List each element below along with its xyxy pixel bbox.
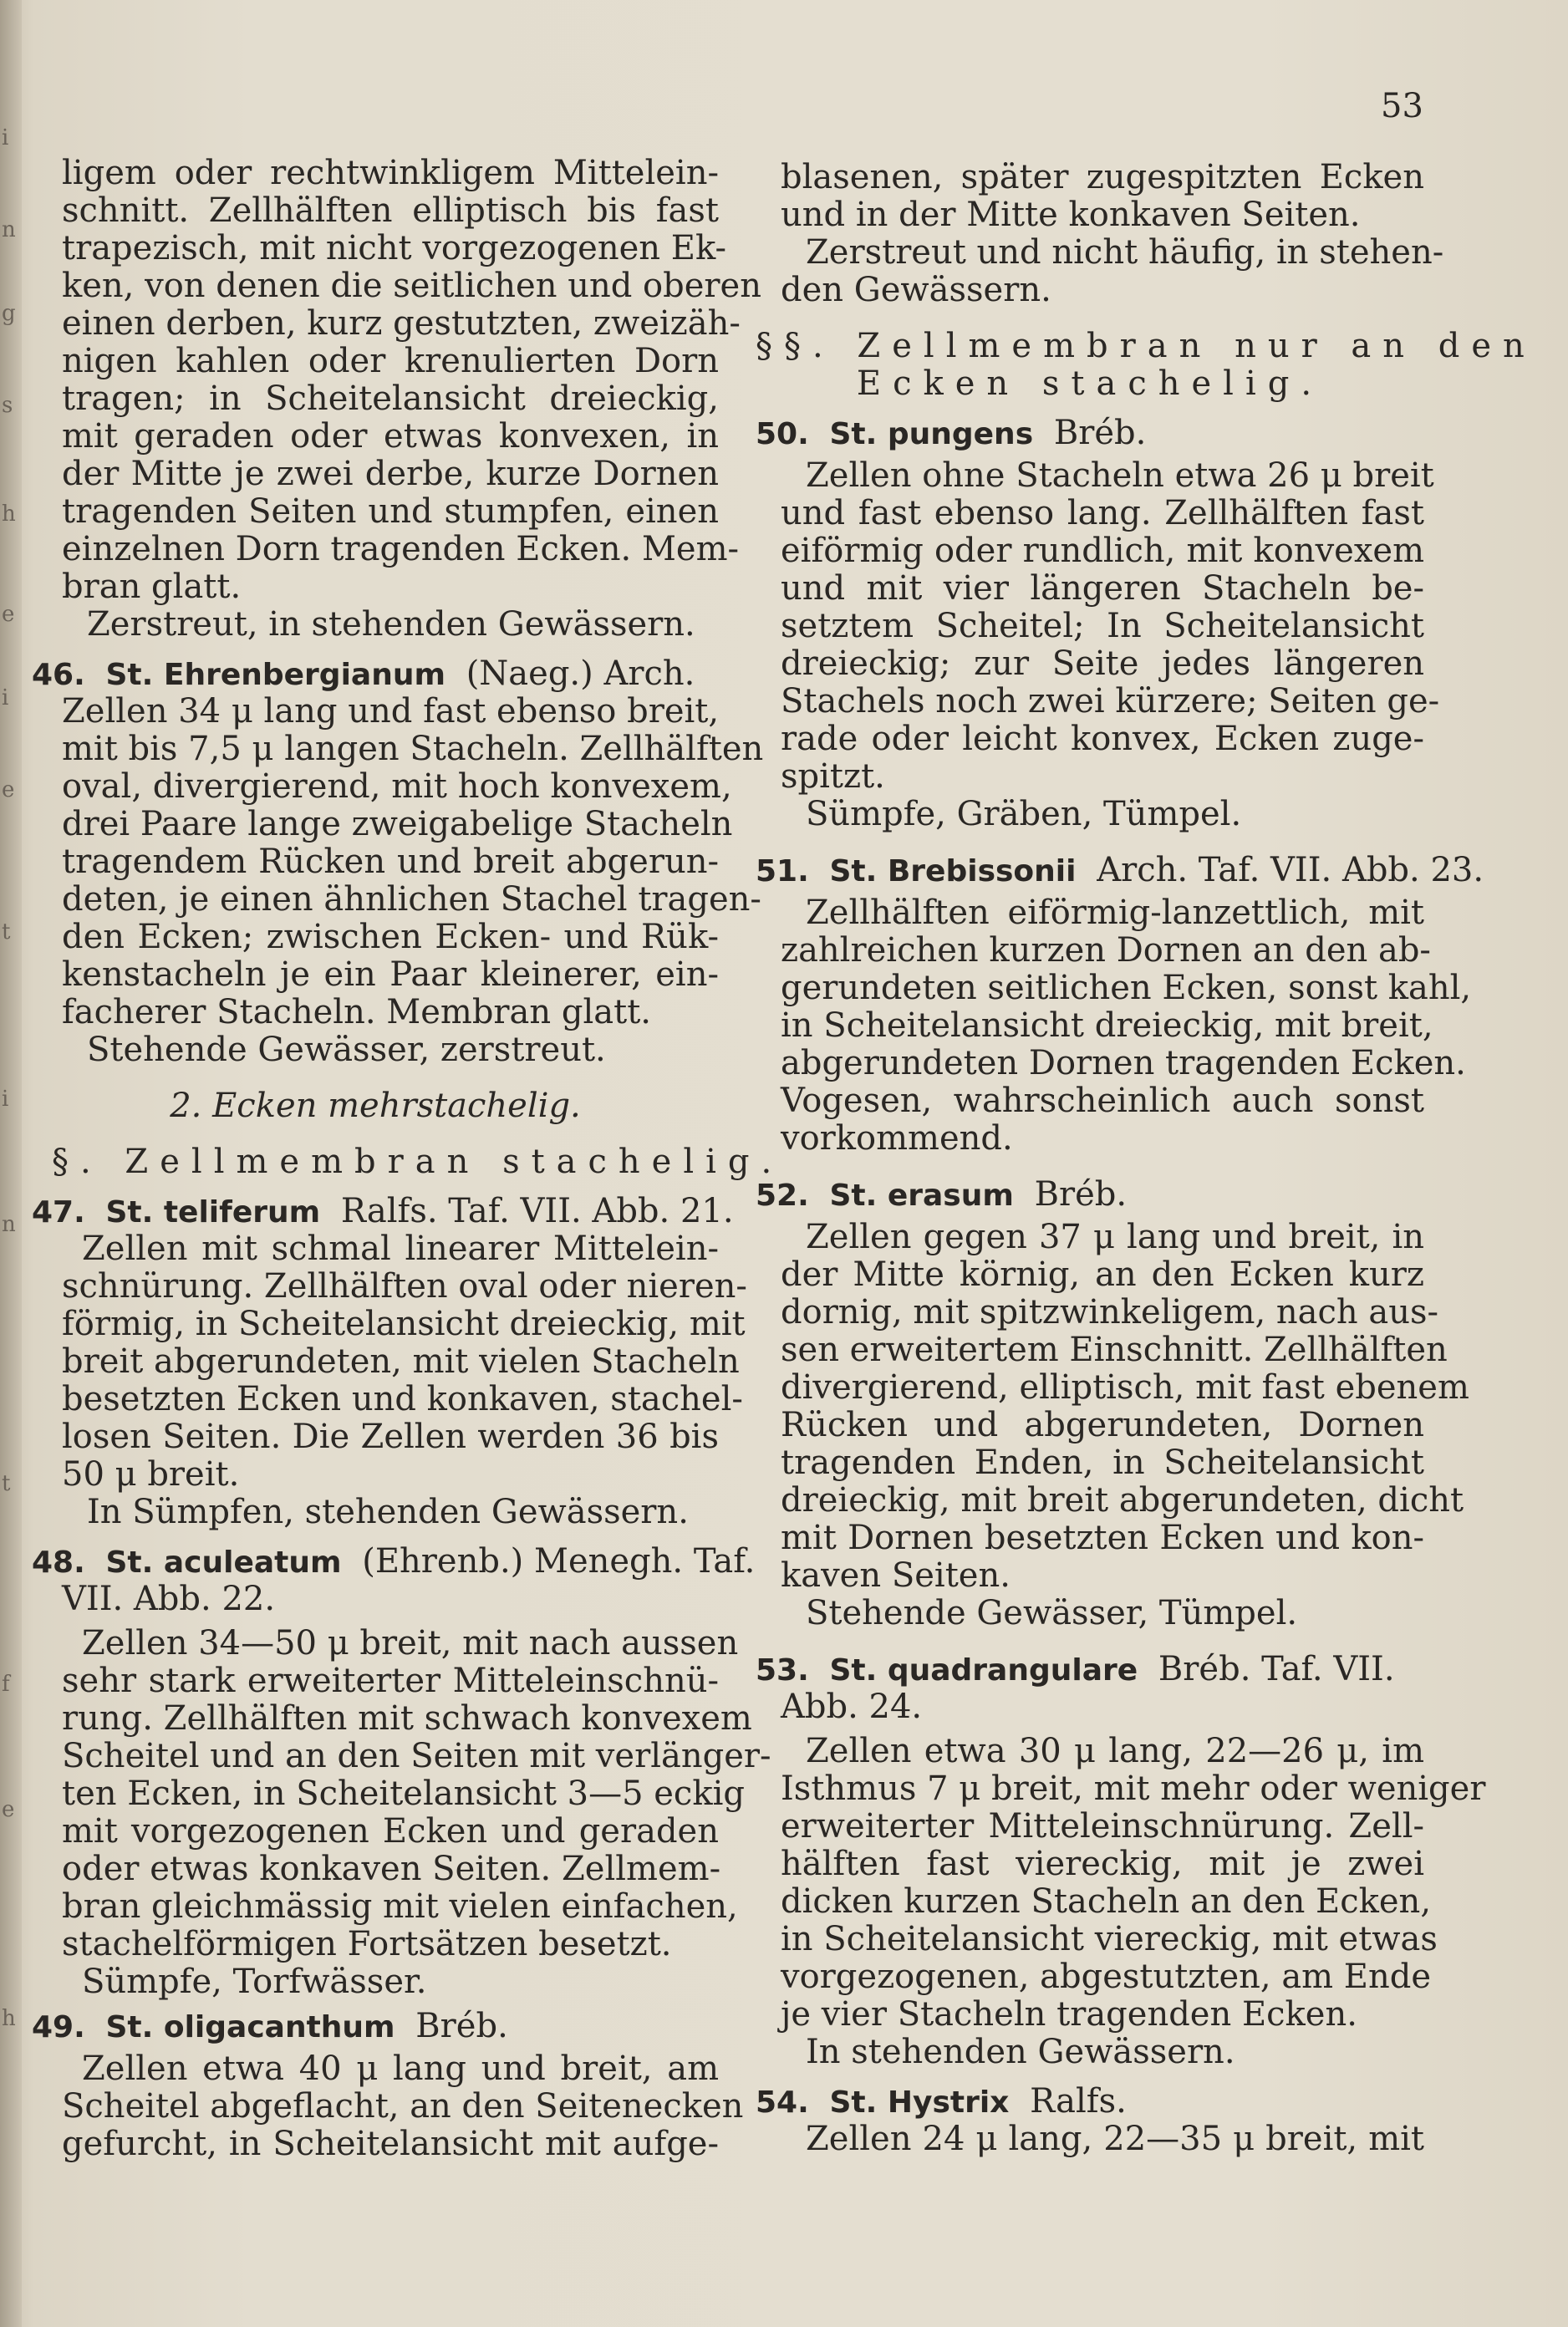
species-name: St. aculeatum [105, 1545, 342, 1580]
section-subheading: Ecken stachelig. [856, 364, 1324, 403]
text-line: Zellen etwa 30 μ lang, 22—26 μ, im [806, 1732, 1424, 1770]
text-line: mit vorgezogenen Ecken und geraden [62, 1812, 719, 1851]
text-line: rade oder leicht konvex, Ecken zuge- [781, 720, 1424, 758]
species-name: St. oligacanthum [105, 2010, 395, 2044]
text-line: besetzten Ecken und konkaven, stachel- [62, 1380, 743, 1418]
text-line: Zellen etwa 40 μ lang und breit, am [82, 2049, 719, 2088]
text-line: gerundeten seitlichen Ecken, sonst kahl, [781, 969, 1472, 1007]
text-line: ten Ecken, in Scheitelansicht 3—5 eckig [62, 1775, 745, 1813]
habitat-line: Stehende Gewässer, Tümpel. [806, 1594, 1298, 1632]
text-line: je vier Stacheln tragenden Ecken. [781, 1995, 1357, 2034]
text-line: schnitt. Zellhälften elliptisch bis fast [62, 191, 719, 230]
species-entry-50 [756, 415, 1424, 452]
entry-number: 49. [32, 2010, 85, 2044]
species-author: (Naeg.) Arch. [466, 654, 695, 693]
text-line: schnürung. Zellhälften oval oder nieren- [62, 1267, 747, 1306]
species-entry-54 [756, 2083, 1424, 2121]
text-line: eiförmig oder rundlich, mit konvexem [781, 532, 1424, 570]
text-line: sehr stark erweiterter Mitteleinschnü- [62, 1662, 719, 1700]
text-line: drei Paare lange zweigabelige Stacheln [62, 805, 733, 843]
text-line: dreieckig, mit breit abgerundeten, dicht [781, 1481, 1464, 1520]
text-line: kaven Seiten. [781, 1556, 1011, 1595]
text-line: deten, je einen ähnlichen Stachel tragen- [62, 880, 761, 919]
text-line: dreieckig; zur Seite jedes längeren [781, 644, 1424, 683]
entry-number: 53. [756, 1653, 809, 1688]
species-author: Bréb. Taf. VII. [1158, 1650, 1395, 1688]
text-line: losen Seiten. Die Zellen werden 36 bis [62, 1418, 719, 1456]
text-line: oval, divergierend, mit hoch konvexem, [62, 767, 732, 806]
text-line: dornig, mit spitzwinkeligem, nach aus- [781, 1293, 1439, 1332]
text-line: kenstacheln je ein Paar kleinerer, ein- [62, 955, 719, 994]
species-author: Bréb. [415, 2007, 508, 2045]
text-line: tragendem Rücken und breit abgerun- [62, 843, 719, 881]
text-line: 50 μ breit. [62, 1455, 240, 1494]
species-entry-52 [756, 1176, 1424, 1214]
text-line: einen derben, kurz gestutzten, zweizäh- [62, 304, 741, 343]
previous-page-edge: i n g s h e i e t i n t f e h [0, 0, 22, 2327]
text-line: in Scheitelansicht viereckig, mit etwas [781, 1920, 1438, 1958]
habitat-line: In stehenden Gewässern. [806, 2033, 1235, 2071]
text-line: stachelförmigen Fortsätzen besetzt. [62, 1925, 672, 1963]
text-line: der Mitte je zwei derbe, kurze Dornen [62, 455, 719, 493]
habitat-line: Zerstreut und nicht häufig, in stehen- [806, 233, 1444, 272]
text-line: zahlreichen kurzen Dornen an den ab- [781, 931, 1431, 970]
entry-number: 48. [32, 1545, 85, 1580]
text-line: Zellen 34 μ lang und fast ebenso breit, [62, 692, 720, 731]
species-author: Bréb. [1034, 1175, 1128, 1214]
text-line: tragen; in Scheitelansicht dreieckig, [62, 379, 719, 418]
text-line: in Scheitelansicht dreieckig, mit breit, [781, 1006, 1433, 1045]
text-line: oder etwas konkaven Seiten. Zellmem- [62, 1850, 721, 1888]
species-author: Bréb. [1053, 414, 1147, 452]
text-line: der Mitte körnig, an den Ecken kurz [781, 1255, 1424, 1294]
text-line: abgerundeten Dornen tragenden Ecken. [781, 1044, 1466, 1082]
habitat-line: Zerstreut, in stehenden Gewässern. [87, 605, 695, 644]
text-line: divergierend, elliptisch, mit fast ebenem [781, 1368, 1469, 1407]
text-line: trapezisch, mit nicht vorgezogenen Ek- [62, 229, 726, 267]
section-heading: 2. Ecken mehrstachelig. [170, 1087, 581, 1125]
habitat-line: den Gewässern. [781, 271, 1051, 309]
species-entry-51 [756, 851, 1484, 889]
species-author: Ralfs. [1030, 2082, 1127, 2121]
text-line: und fast ebenso lang. Zellhälften fast [781, 494, 1424, 532]
habitat-line: In Sümpfen, stehenden Gewässern. [87, 1493, 689, 1531]
text-line: und in der Mitte konkaven Seiten. [781, 196, 1361, 234]
entry-number: 47. [32, 1195, 85, 1230]
species-author: (Ehrenb.) Menegh. Taf. [362, 1542, 756, 1581]
entry-number: 54. [756, 2085, 809, 2120]
species-entry-49 [32, 2008, 719, 2045]
entry-number: 51. [756, 854, 809, 889]
text-line: den Ecken; zwischen Ecken- und Rük- [62, 918, 719, 956]
text-line: Stachels noch zwei kürzere; Seiten ge- [781, 682, 1440, 721]
text-line: setztem Scheitel; In Scheitelansicht [781, 607, 1424, 645]
entry-number: 52. [756, 1179, 809, 1213]
entry-number: 46. [32, 658, 85, 692]
text-line: gefurcht, in Scheitelansicht mit aufge- [62, 2125, 719, 2163]
text-line: dicken kurzen Stacheln an den Ecken, [781, 1882, 1432, 1921]
text-line: Scheitel und an den Seiten mit verlänger- [62, 1737, 771, 1775]
species-entry-46 [32, 655, 719, 693]
text-line: tragenden Enden, in Scheitelansicht [781, 1444, 1424, 1482]
text-line: nigen kahlen oder krenulierten Dorn [62, 342, 719, 380]
text-line: tragenden Seiten und stumpfen, einen [62, 492, 719, 531]
text-line: mit geraden oder etwas konvexen, in [62, 417, 719, 456]
text-line: Zellen mit schmal linearer Mittelein- [82, 1230, 719, 1268]
text-line: bran gleichmässig mit vielen einfachen, [62, 1887, 738, 1926]
text-line: mit Dornen besetzten Ecken und kon- [781, 1519, 1424, 1557]
text-line: breit abgerundeten, mit vielen Stacheln [62, 1342, 740, 1381]
section-subheading: §. Zellmembran stachelig. [52, 1143, 784, 1181]
text-line: sen erweitertem Einschnitt. Zellhälften [781, 1331, 1448, 1369]
species-author: Arch. Taf. VII. Abb. 23. [1097, 851, 1484, 889]
text-line: vorkommend. [781, 1119, 1013, 1158]
species-entry-48 [32, 1542, 756, 1581]
text-line: blasenen, später zugespitzten Ecken [781, 158, 1424, 196]
text-line: Isthmus 7 μ breit, mit mehr oder weniger [781, 1769, 1486, 1808]
habitat-line: Sümpfe, Gräben, Tümpel. [806, 795, 1242, 833]
text-line: förmig, in Scheitelansicht dreieckig, mit [62, 1305, 746, 1343]
text-line: ligem oder rechtwinkligem Mittelein- [62, 154, 719, 192]
text-line: hälften fast viereckig, mit je zwei [781, 1845, 1424, 1883]
species-name: St. Brebissonii [829, 854, 1077, 889]
text-line: facherer Stacheln. Membran glatt. [62, 993, 651, 1031]
text-line: VII. Abb. 22. [62, 1580, 276, 1618]
habitat-line: Sümpfe, Torfwässer. [82, 1963, 427, 2001]
text-line: Vogesen, wahrscheinlich auch sonst [781, 1082, 1424, 1120]
text-line: spitzt. [781, 757, 885, 796]
text-line: Zellen 24 μ lang, 22—35 μ breit, mit [806, 2120, 1424, 2158]
text-line: Zellen 34—50 μ breit, mit nach aussen [82, 1624, 739, 1663]
text-line: Zellhälften eiförmig-lanzettlich, mit [806, 894, 1424, 932]
species-entry-47 [32, 1192, 734, 1230]
text-line: rung. Zellhälften mit schwach konvexem [62, 1699, 752, 1738]
text-line: einzelnen Dorn tragenden Ecken. Mem- [62, 530, 740, 568]
species-name: St. erasum [829, 1179, 1014, 1213]
species-author: Ralfs. Taf. VII. Abb. 21. [340, 1192, 734, 1230]
text-line: und mit vier längeren Stacheln be- [781, 569, 1424, 608]
text-line: ken, von denen die seitlichen und oberen [62, 267, 761, 305]
habitat-line: Stehende Gewässer, zerstreut. [87, 1031, 606, 1069]
species-name: St. teliferum [105, 1195, 321, 1230]
species-name: St. Hystrix [829, 2085, 1010, 2120]
species-name: St. pungens [829, 417, 1034, 451]
text-line: mit bis 7,5 μ langen Stacheln. Zellhälften [62, 730, 764, 768]
right-column [756, 158, 1536, 2158]
species-name: St. quadrangulare [829, 1653, 1138, 1688]
text-line: vorgezogenen, abgestutzten, am Ende [781, 1958, 1432, 1996]
text-line: Zellen ohne Stacheln etwa 26 μ breit [806, 456, 1434, 495]
entry-number: 50. [756, 417, 809, 451]
text-line: Abb. 24. [781, 1688, 923, 1726]
text-line: Zellen gegen 37 μ lang und breit, in [806, 1218, 1424, 1256]
species-name: St. Ehrenbergianum [105, 658, 445, 692]
text-line: bran glatt. [62, 568, 242, 606]
text-line: Rücken und abgerundeten, Dornen [781, 1406, 1424, 1444]
species-entry-53 [756, 1651, 1424, 1688]
text-line: erweiterter Mitteleinschnürung. Zell- [781, 1807, 1424, 1846]
section-subheading: §§. Zellmembran nur an den [756, 327, 1536, 365]
text-line: Scheitel abgeflacht, an den Seitenecken [62, 2087, 744, 2126]
page-number: 53 [1381, 87, 1423, 125]
